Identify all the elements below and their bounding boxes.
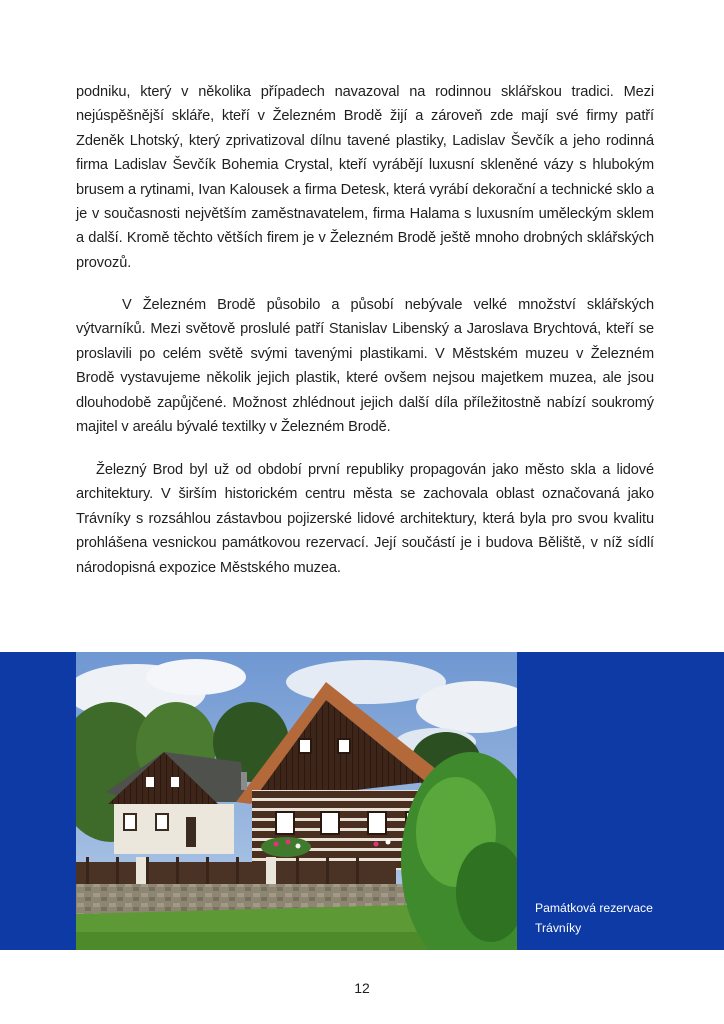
paragraph-glass-firms: podniku, který v několika případech navazoval na rodinnou sklářskou tradici. Mezi nejúspěšnější skláře, kteří v Železném Brodě žijí a zároveň zde mají své firmy patří Zdeněk Lhotský, který zprivatizoval dílnu tavené plastiky, Ladislav Ševčík a jeho rodinná firma Ladislav Ševčík Bohemia Crystal, kteří vyrábějí luxusní skleněné vázy s hlubokým brusem a rytinami, Ivan Kalousek a firma Detesk, která vyrábí dekorační a technické sklo a je v současnosti největším zaměstnavatelem, firma Halama s luxusním uměleckým sklem a další. Kromě těchto větších firem je v Železném Brodě ještě mnoho drobných sklářských provozů. <box>76 84 654 271</box>
page-number: 12 <box>354 980 370 996</box>
caption-line-1: Památková rezervace <box>535 901 653 915</box>
caption-line-2: Trávníky <box>535 921 582 935</box>
paragraph-folk-architecture: Železný Brod byl už od období první republiky propagován jako město skla a lidové architektury. V širším historickém centru města se zachovala oblast označovaná jako Trávníky s rozsáhlou zástavbou pojizerské lidové architektury, která byla pro svou kvalitu prohlášena vesnickou památkovou rezervací. Její součástí je i budova Běliště, v níž sídlí národopisná expozice Městského muzea. <box>76 462 654 576</box>
paragraph-glass-artists: V Železném Brodě působilo a působí nebývale velké množství sklářských výtvarníků. Mezi světově proslulé patří Stanislav Libenský a Jaroslava Brychtová, kteří se proslavili po celém světě svými tavenými plastikami. V Městském muzeu v Železném Brodě vystavujeme několik jejich plastik, které ovšem nejsou majetkem muzea, ale jsou dlouhodobě zapůjčené. Možnost zhlédnout jejich další díla příležitostně nabízí soukromý majitel v areálu bývalé textilky v Železném Brodě. <box>76 297 654 436</box>
photo-caption <box>535 898 705 938</box>
photo-folk-houses <box>76 652 517 950</box>
